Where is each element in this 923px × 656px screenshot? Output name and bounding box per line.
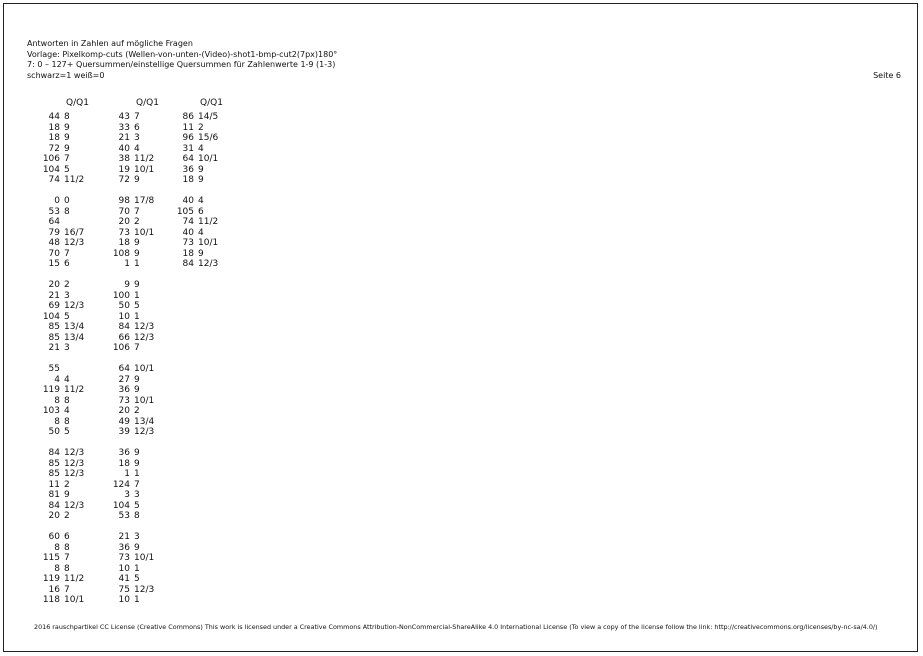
quersumme-value: 66 [118, 332, 130, 343]
quersumme-value: 84 [118, 322, 130, 332]
single-digit-value: 5 [134, 574, 140, 584]
quersumme-value: 21 [118, 532, 130, 542]
quersumme-value: 124 [112, 479, 130, 490]
quersumme-value: 53 [118, 511, 130, 521]
single-digit-value: 15/6 [198, 133, 219, 143]
quersumme-value: 81 [48, 490, 60, 500]
quersumme-value: 73 [182, 238, 194, 248]
single-digit-value: 10/1 [134, 164, 155, 175]
header-title: Antworten in Zahlen auf mögliche Fragen [27, 39, 193, 48]
single-digit-value: 10/1 [198, 238, 219, 248]
quersumme-value: 85 [48, 332, 60, 343]
quersumme-value: 16 [48, 584, 60, 595]
quersumme-value: 11 [48, 479, 60, 490]
quersumme-value: 75 [118, 584, 130, 595]
quersumme-value: 70 [48, 248, 60, 259]
single-digit-value: 3 [134, 133, 140, 143]
column-heading: Q/Q1 [136, 98, 159, 108]
single-digit-value: 11/2 [64, 385, 85, 395]
single-digit-value: 8 [64, 416, 70, 427]
quersumme-value: 55 [48, 364, 60, 374]
quersumme-value: 20 [118, 217, 130, 227]
single-digit-value: 9 [64, 490, 70, 500]
single-digit-value: 3 [64, 290, 70, 301]
single-digit-value: 7 [64, 584, 70, 595]
quersumme-value: 73 [118, 395, 130, 406]
quersumme-value: 64 [118, 364, 130, 374]
single-digit-value: 12/3 [134, 322, 155, 332]
quersumme-value: 3 [124, 490, 130, 500]
single-digit-value: 7 [134, 112, 140, 122]
single-digit-value: 1 [134, 290, 140, 301]
single-digit-value: 2 [64, 511, 70, 521]
quersumme-value: 38 [118, 154, 130, 164]
single-digit-value: 3 [64, 343, 70, 353]
quersumme-value: 104 [42, 311, 60, 322]
single-digit-value: 0 [64, 196, 70, 206]
single-digit-value: 1 [134, 563, 140, 574]
single-digit-value: 5 [134, 500, 140, 511]
single-digit-value: 12/3 [64, 448, 85, 458]
quersumme-value: 33 [118, 122, 130, 133]
quersumme-value: 8 [54, 395, 60, 406]
single-digit-value: 7 [134, 206, 140, 217]
quersumme-value: 79 [48, 227, 60, 238]
single-digit-value: 4 [198, 143, 204, 154]
single-digit-value: 2 [198, 122, 204, 133]
quersumme-value: 119 [42, 385, 60, 395]
quersumme-value: 39 [118, 427, 130, 437]
quersumme-value: 40 [182, 227, 194, 238]
single-digit-value: 12/3 [134, 584, 155, 595]
single-digit-value: 11/2 [64, 175, 85, 185]
single-digit-value: 6 [64, 532, 70, 542]
single-digit-value: 8 [64, 542, 70, 553]
single-digit-value: 4 [64, 406, 70, 416]
single-digit-value: 12/3 [64, 301, 85, 311]
quersumme-value: 10 [118, 563, 130, 574]
quersumme-value: 73 [118, 227, 130, 238]
single-digit-value: 5 [64, 427, 70, 437]
quersumme-value: 118 [42, 595, 60, 605]
quersumme-value: 85 [48, 458, 60, 469]
quersumme-value: 104 [42, 164, 60, 175]
single-digit-value: 9 [134, 542, 140, 553]
quersumme-value: 21 [118, 133, 130, 143]
single-digit-value: 9 [198, 248, 204, 259]
quersumme-value: 69 [48, 301, 60, 311]
quersumme-value: 40 [118, 143, 130, 154]
quersumme-value: 8 [54, 542, 60, 553]
single-digit-value: 7 [64, 154, 70, 164]
single-digit-value: 7 [64, 248, 70, 259]
quersumme-value: 85 [48, 322, 60, 332]
quersumme-value: 53 [48, 206, 60, 217]
single-digit-value: 1 [134, 259, 140, 269]
quersumme-value: 36 [182, 164, 194, 175]
single-digit-value: 11/2 [198, 217, 219, 227]
single-digit-value: 11/2 [134, 154, 155, 164]
single-digit-value: 3 [134, 490, 140, 500]
quersumme-value: 100 [112, 290, 130, 301]
quersumme-value: 84 [48, 500, 60, 511]
single-digit-value: 1 [134, 595, 140, 605]
single-digit-value: 12/3 [64, 500, 85, 511]
quersumme-value: 20 [48, 511, 60, 521]
quersumme-value: 10 [118, 595, 130, 605]
single-digit-value: 9 [198, 164, 204, 175]
single-digit-value: 12/3 [198, 259, 219, 269]
quersumme-value: 18 [182, 248, 194, 259]
single-digit-value: 11/2 [64, 574, 85, 584]
single-digit-value: 9 [134, 374, 140, 385]
single-digit-value: 10/1 [134, 364, 155, 374]
quersumme-value: 21 [48, 290, 60, 301]
quersumme-value: 18 [48, 122, 60, 133]
single-digit-value: 10/1 [134, 395, 155, 406]
quersumme-value: 18 [118, 238, 130, 248]
quersumme-value: 18 [118, 458, 130, 469]
single-digit-value: 4 [64, 374, 70, 385]
quersumme-value: 105 [176, 206, 194, 217]
single-digit-value: 9 [134, 385, 140, 395]
single-digit-value: 8 [64, 395, 70, 406]
quersumme-value: 64 [182, 154, 194, 164]
quersumme-value: 18 [48, 133, 60, 143]
quersumme-value: 11 [182, 122, 194, 133]
single-digit-value: 9 [134, 248, 140, 259]
single-digit-value: 16/7 [64, 227, 85, 238]
single-digit-value: 7 [134, 343, 140, 353]
single-digit-value: 9 [134, 238, 140, 248]
quersumme-value: 74 [182, 217, 194, 227]
quersumme-value: 96 [182, 133, 194, 143]
quersumme-value: 104 [112, 500, 130, 511]
document-header [27, 39, 337, 81]
single-digit-value: 13/4 [64, 332, 85, 343]
single-digit-value: 6 [134, 122, 140, 133]
single-digit-value: 14/5 [198, 112, 219, 122]
single-digit-value: 12/3 [134, 332, 155, 343]
quersumme-value: 74 [48, 175, 60, 185]
single-digit-value: 4 [198, 227, 204, 238]
quersumme-value: 18 [182, 175, 194, 185]
quersumme-value: 98 [118, 196, 130, 206]
header-legend: schwarz=1 weiß=0 [27, 70, 105, 80]
single-digit-value: 8 [134, 511, 140, 521]
single-digit-value: 12/3 [64, 238, 85, 248]
single-digit-value: 2 [134, 217, 140, 227]
quersumme-value: 36 [118, 385, 130, 395]
quersumme-value: 44 [48, 112, 60, 122]
quersumme-value: 1 [124, 259, 130, 269]
single-digit-value: 13/4 [134, 416, 155, 427]
single-digit-value: 10/1 [134, 227, 155, 238]
quersumme-value: 108 [112, 248, 130, 259]
quersumme-value: 72 [48, 143, 60, 154]
quersumme-value: 84 [48, 448, 60, 458]
quersumme-value: 41 [118, 574, 130, 584]
quersumme-value: 106 [112, 343, 130, 353]
license-footer: 2016 rauschpartikel CC License (Creative Commons) This work is licensed under a Creative Commons Attribution-NonCommercial-ShareAlike 4.0 International License (To view a copy of the license follow the link: http://creativecommons.org/licenses/by-nc-sa/4.0/) [34, 623, 878, 631]
single-digit-value: 12/3 [134, 427, 155, 437]
header-source: Vorlage: Pixelkomp-cuts (Wellen-von-unten-(Video)-shot1-bmp-cut2(7px)180° [27, 49, 338, 59]
single-digit-value: 3 [134, 532, 140, 542]
single-digit-value: 10/1 [64, 595, 85, 605]
single-digit-value: 12/3 [64, 458, 85, 469]
quersumme-value: 103 [42, 406, 60, 416]
quersumme-value: 119 [42, 574, 60, 584]
quersumme-value: 49 [118, 416, 130, 427]
quersumme-value: 20 [118, 406, 130, 416]
single-digit-value: 2 [64, 280, 70, 290]
single-digit-value: 8 [64, 206, 70, 217]
quersumme-value: 20 [48, 280, 60, 290]
quersumme-value: 86 [182, 112, 194, 122]
single-digit-value: 9 [134, 175, 140, 185]
single-digit-value: 5 [134, 301, 140, 311]
single-digit-value: 10/1 [134, 553, 155, 563]
single-digit-value: 1 [134, 311, 140, 322]
single-digit-value: 13/4 [64, 322, 85, 332]
single-digit-value: 4 [198, 196, 204, 206]
quersumme-value: 50 [48, 427, 60, 437]
quersumme-value: 15 [48, 259, 60, 269]
quersumme-value: 64 [48, 217, 60, 227]
quersumme-value: 1 [124, 469, 130, 479]
quersumme-value: 19 [118, 164, 130, 175]
quersumme-value: 36 [118, 542, 130, 553]
quersumme-value: 84 [182, 259, 194, 269]
quersumme-value: 9 [124, 280, 130, 290]
single-digit-value: 1 [134, 469, 140, 479]
single-digit-value: 9 [134, 448, 140, 458]
single-digit-value: 7 [134, 479, 140, 490]
single-digit-value: 9 [64, 122, 70, 133]
single-digit-value: 7 [64, 553, 70, 563]
quersumme-value: 60 [48, 532, 60, 542]
single-digit-value: 2 [134, 406, 140, 416]
quersumme-value: 85 [48, 469, 60, 479]
quersumme-value: 0 [54, 196, 60, 206]
quersumme-value: 36 [118, 448, 130, 458]
single-digit-value: 9 [134, 458, 140, 469]
single-digit-value: 2 [64, 479, 70, 490]
quersumme-value: 10 [118, 311, 130, 322]
quersumme-value: 70 [118, 206, 130, 217]
single-digit-value: 8 [64, 563, 70, 574]
quersumme-value: 106 [42, 154, 60, 164]
single-digit-value: 6 [64, 259, 70, 269]
quersumme-value: 115 [42, 553, 60, 563]
single-digit-value: 12/3 [64, 469, 85, 479]
quersumme-value: 4 [54, 374, 60, 385]
quersumme-value: 21 [48, 343, 60, 353]
single-digit-value: 4 [134, 143, 140, 154]
quersumme-value: 50 [118, 301, 130, 311]
single-digit-value: 10/1 [198, 154, 219, 164]
quersumme-value: 43 [118, 112, 130, 122]
single-digit-value: 8 [64, 112, 70, 122]
column-heading: Q/Q1 [200, 98, 223, 108]
single-digit-value: 5 [64, 311, 70, 322]
quersumme-value: 31 [182, 143, 194, 154]
quersumme-value: 72 [118, 175, 130, 185]
quersumme-value: 8 [54, 563, 60, 574]
single-digit-value: 17/8 [134, 196, 155, 206]
single-digit-value: 6 [198, 206, 204, 217]
quersumme-value: 40 [182, 196, 194, 206]
quersumme-value: 48 [48, 238, 60, 248]
quersumme-value: 27 [118, 374, 130, 385]
quersumme-value: 73 [118, 553, 130, 563]
header-description: 7: 0 – 127+ Quersummen/einstellige Quersummen für Zahlenwerte 1-9 (1-3) [27, 60, 336, 69]
single-digit-value: 9 [198, 175, 204, 185]
single-digit-value: 9 [64, 143, 70, 154]
single-digit-value: 9 [134, 280, 140, 290]
single-digit-value: 9 [64, 133, 70, 143]
quersumme-value: 8 [54, 416, 60, 427]
single-digit-value: 5 [64, 164, 70, 175]
column-heading: Q/Q1 [66, 98, 89, 108]
page-number: Seite 6 [873, 71, 901, 80]
